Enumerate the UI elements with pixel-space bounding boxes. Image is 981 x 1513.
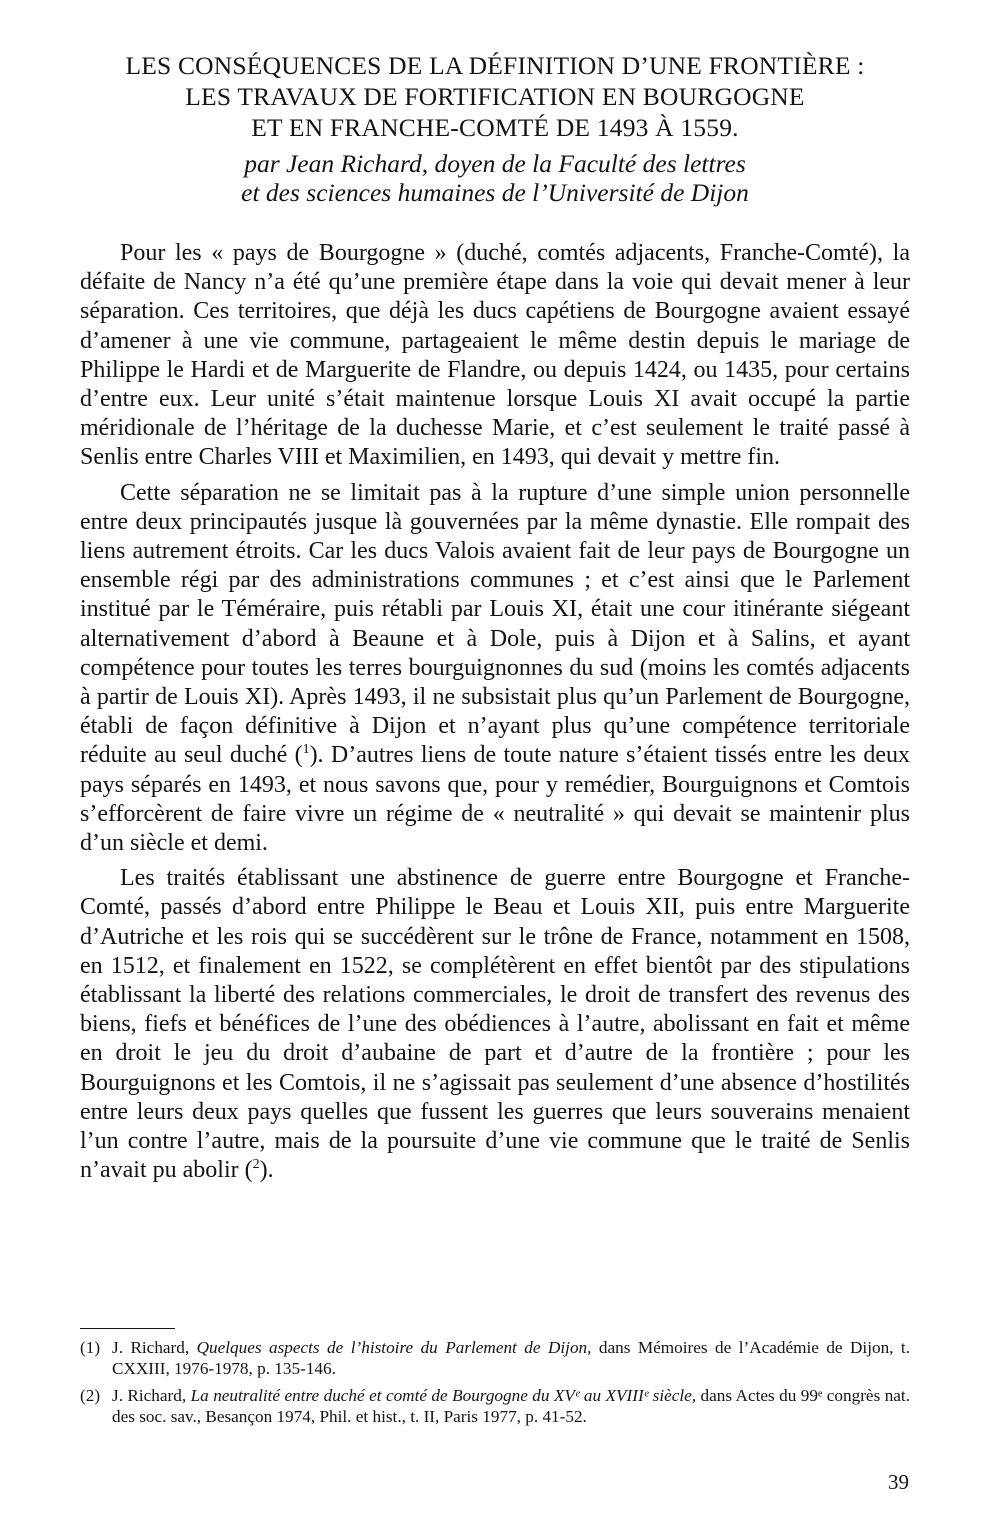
footnote-ref[interactable]: 2 xyxy=(252,1157,260,1173)
paragraph-text: ). xyxy=(259,1157,274,1184)
footnote-divider xyxy=(80,1328,175,1329)
paragraph xyxy=(80,864,910,1185)
page-number: 39 xyxy=(888,1470,909,1494)
paragraph-text: Les traités établissant une abstinence de guerre entre Bourgogne et Franche-Comté, passés d’abord entre Philippe le Beau et Louis XII, puis entre Marguerite d’Autriche et les rois qui se succédèrent sur le trône de France, notamment en 1508, en 1512, et finalement en 1522, se complétèrent en effet bientôt par des stipulations établissant la liberté des relations commerciales, le droit de transfert des revenus des biens, fiefs et bénéfices de l’une des obédiences à l’autre, abolissant en fait et même en droit le jeu du droit d’aubaine de part et d’autre de la frontière ; pour les Bourguignons et les Comtois, il ne s’agissait pas seulement d’une absence d’hostilités entre leurs deux pays quelles que fussent les guerres que leurs souverains menaient l’un contre l’autre, mais de la poursuite d’une vie commune que le traité de Senlis n’avait pu abolir ( xyxy=(80,865,910,1184)
footnote-number: (2) xyxy=(80,1386,101,1405)
footnote-text: dans Mémoires de l’Académie de Dijon, t. CXXIII, 1976-1978, p. 135-146. xyxy=(112,1338,911,1378)
article-title xyxy=(80,50,910,143)
author-byline xyxy=(80,149,910,207)
author-line: et des sciences humaines de l’Université de Dijon xyxy=(241,178,749,207)
title-line: LES CONSÉQUENCES DE LA DÉFINITION D’UNE FRONTIÈRE : xyxy=(125,51,865,80)
footnote xyxy=(80,1385,910,1427)
paragraph-text: Cette séparation ne se limitait pas à la rupture d’une simple union personnelle entre deux principautés jusque là gouvernées par la même dynastie. Elle rompait des liens autrement étroits. Car les ducs Valois avaient fait de leur pays de Bourgogne un ensemble régi par des administrations communes ; et c’est ainsi que le Parlement institué par le Téméraire, puis rétabli par Louis XI, était une cour itinérante siégeant alternativement d’abord à Beaune et à Dole, puis à Dijon et à Salins, et ayant compétence pour toutes les terres bourguignonnes du sud (moins les comtés adjacents à partir de Louis XI). Après 1493, il ne subsistait plus qu’un Parlement de Bourgogne, établi de façon définitive à Dijon et n’ayant plus qu’une compétence territoriale réduite au seul duché ( xyxy=(80,479,910,769)
footnote xyxy=(80,1337,910,1379)
author-line: par Jean Richard, doyen de la Faculté des lettres xyxy=(244,149,746,178)
footnote-author: J. Richard, xyxy=(112,1386,187,1405)
footnote-author: J. Richard, xyxy=(112,1338,190,1357)
paragraph xyxy=(80,479,910,859)
paragraph xyxy=(80,239,910,473)
footnote-text: dans Actes du 99ᵉ congrès nat. des soc. sav., Besançon 1974, Phil. et hist., t. II, Paris 1977, p. 41-52. xyxy=(112,1386,910,1426)
article-body xyxy=(80,239,910,1186)
footnote-title: La neutralité entre duché et comté de Bourgogne du XVᵉ au XVIIIᵉ siècle, xyxy=(190,1386,697,1405)
footnote-ref[interactable]: 1 xyxy=(302,742,310,758)
article-page xyxy=(80,50,910,1192)
footnote-title: Quelques aspects de l’histoire du Parlement de Dijon, xyxy=(196,1338,592,1357)
paragraph-text: Pour les « pays de Bourgogne » (duché, comtés adjacents, Franche-Comté), la défaite de Nancy n’a été qu’une première étape dans la voie qui devait mener à leur séparation. Ces territoires, que déjà les ducs capétiens de Bourgogne avaient essayé d’amener à une vie commune, partageaient le même destin depuis le mariage de Philippe le Hardi et de Marguerite de Flandre, ou depuis 1424, ou 1435, pour certains d’entre eux. Leur unité s’était maintenue lorsque Louis XI avait occupé la partie méridionale de l’héritage de la duchesse Marie, et c’est seulement le traité passé à Senlis entre Charles VIII et Maximilien, en 1493, qui devait y mettre fin. xyxy=(80,240,910,471)
footnote-number: (1) xyxy=(80,1338,101,1357)
title-line: LES TRAVAUX DE FORTIFICATION EN BOURGOGNE xyxy=(185,82,805,111)
footnotes xyxy=(80,1328,910,1433)
title-line: ET EN FRANCHE-COMTÉ DE 1493 À 1559. xyxy=(251,113,739,142)
paragraph-text: ). D’autres liens de toute nature s’étaient tissés entre les deux pays séparés en 1493, et nous savons que, pour y remédier, Bourguignons et Comtois s’efforcèrent de faire vivre un régime de « neutralité » qui devait se maintenir plus d’un siècle et demi. xyxy=(80,742,910,857)
